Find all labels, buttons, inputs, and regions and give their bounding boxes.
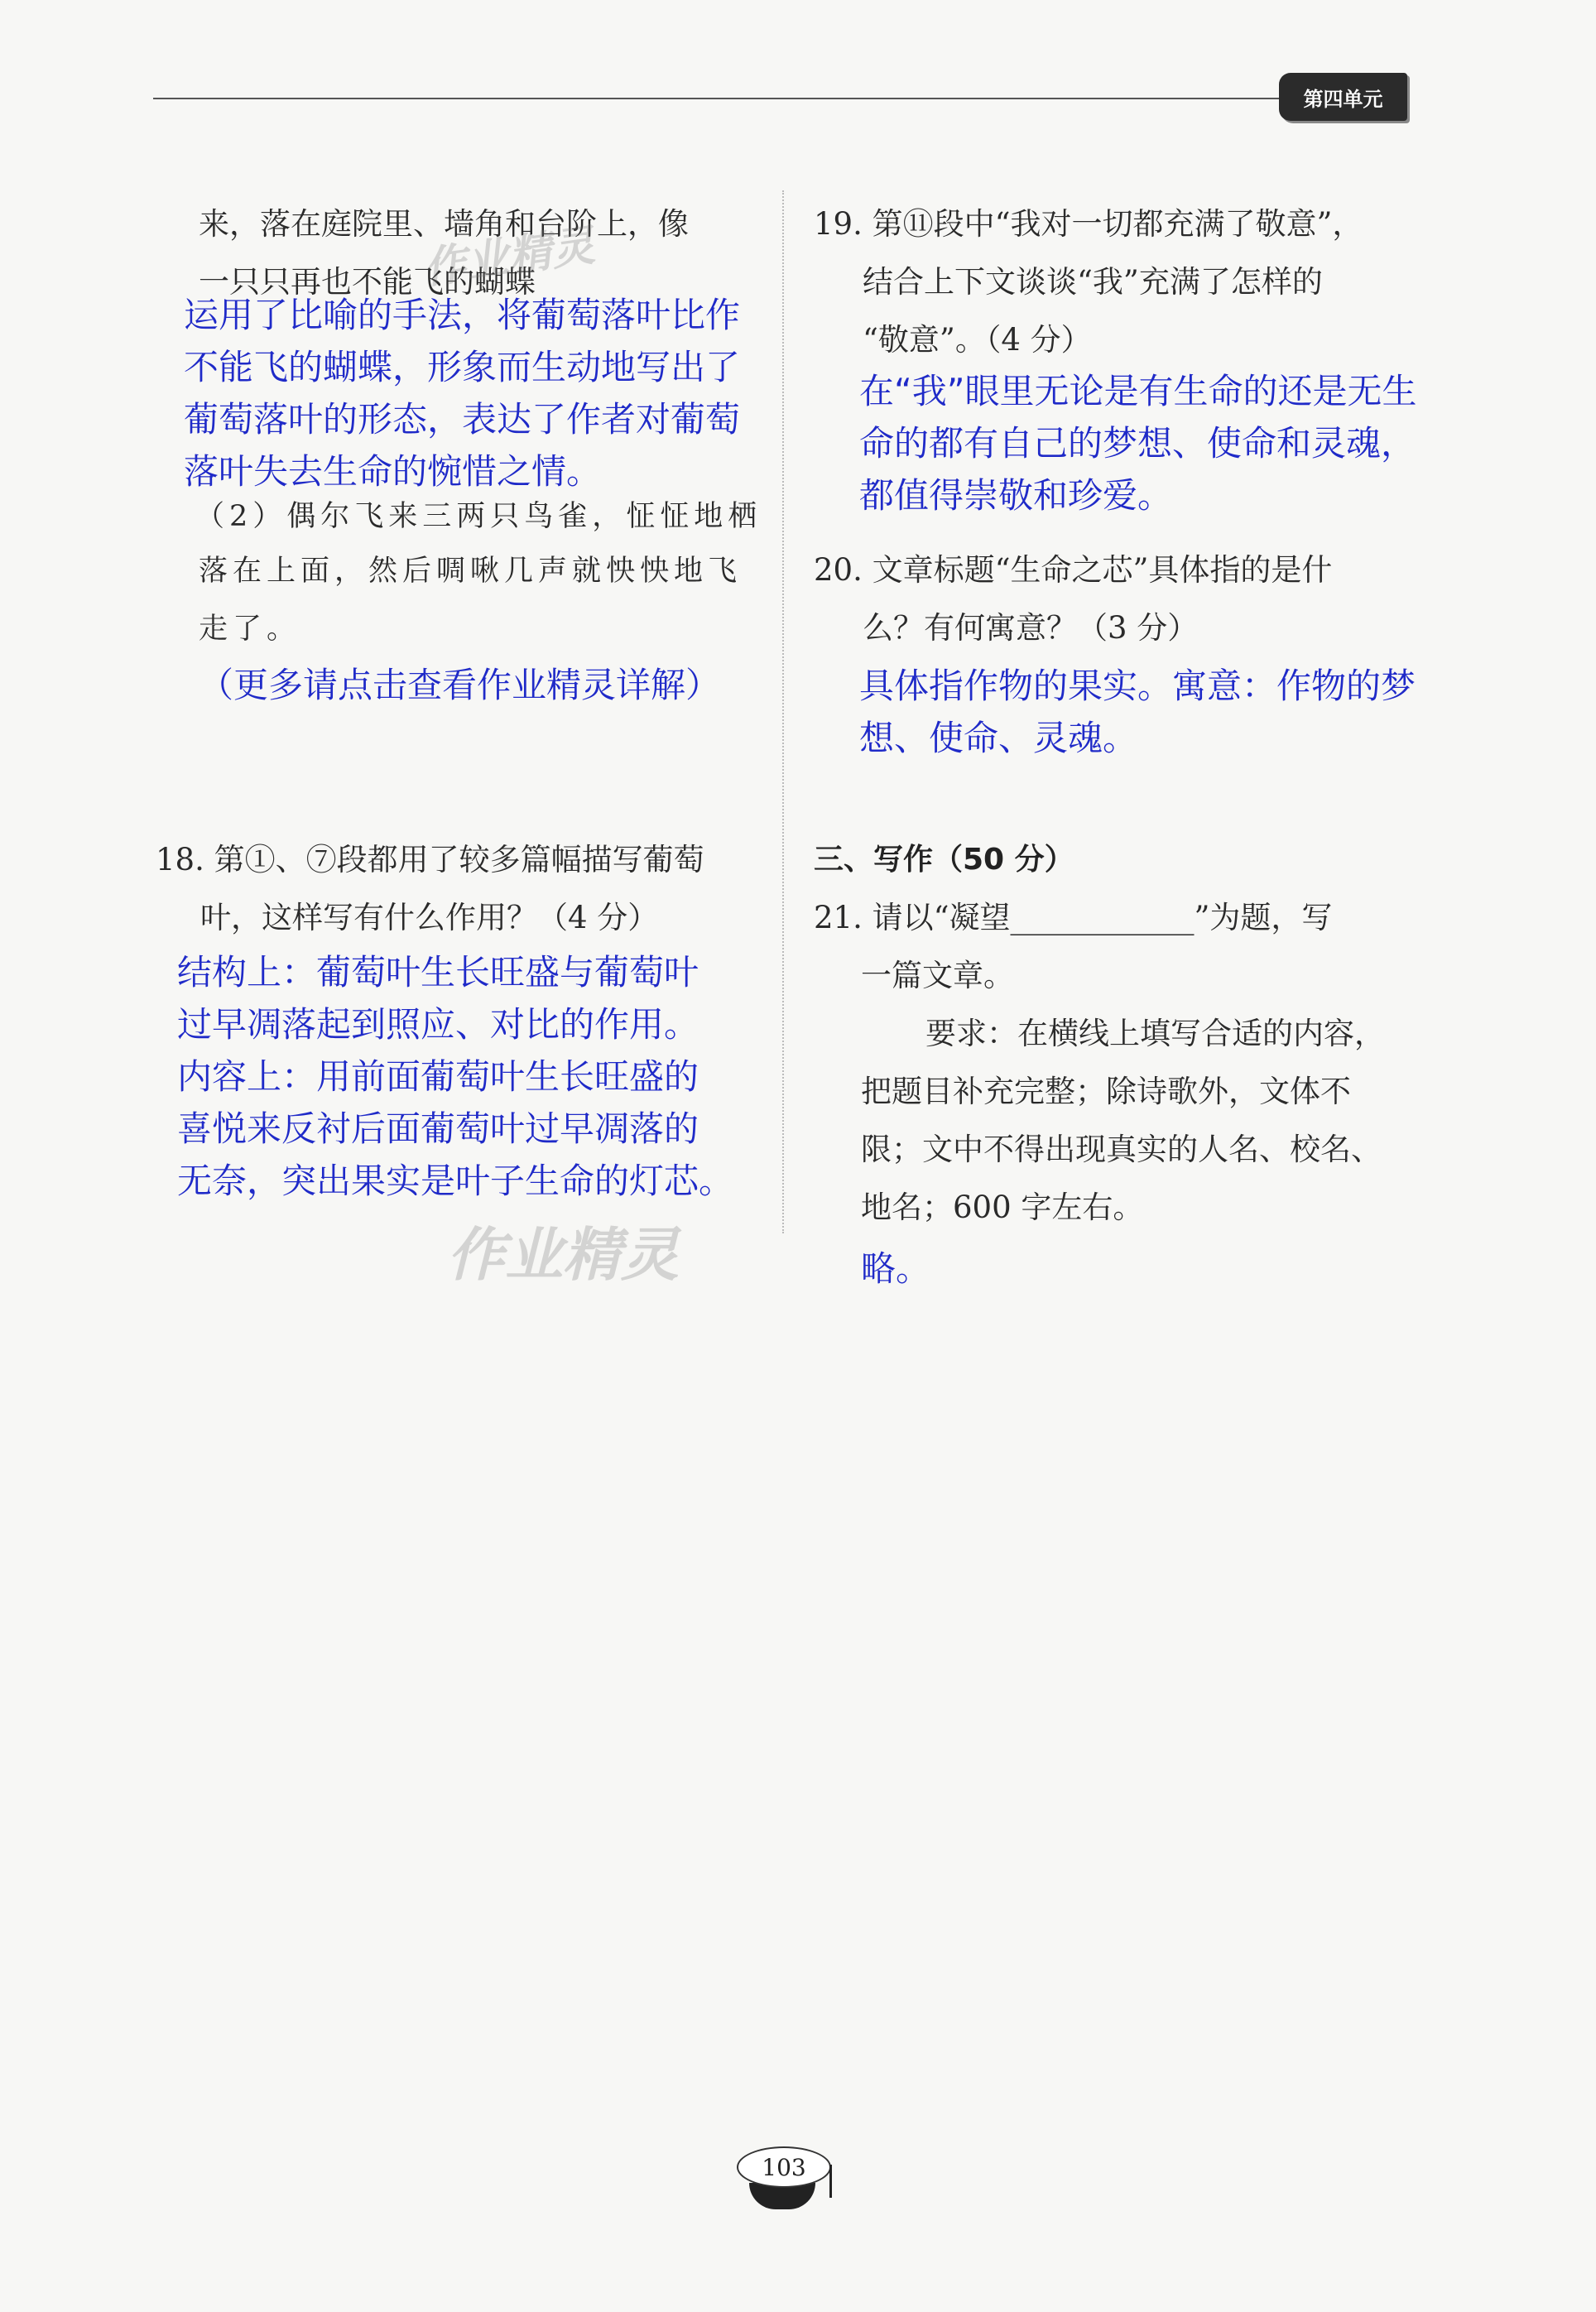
q18-answer-line3: 内容上：用前面葡萄叶生长旺盛的 xyxy=(177,1056,699,1097)
q21-requirement-line4: 地名；600 字左右。 xyxy=(861,1190,1144,1225)
page-number-badge xyxy=(728,2140,836,2214)
watermark-bottom: 作业精灵 xyxy=(447,1221,679,1289)
q18-answer-line1: 结构上：葡萄叶生长旺盛与葡萄叶 xyxy=(177,952,699,993)
q17-1-answer-line1: 运用了比喻的手法，将葡萄落叶比作 xyxy=(184,295,741,335)
q17-1-text-line1: 来，落在庭院里、墙角和台阶上，像 xyxy=(199,206,689,242)
header-rule xyxy=(153,98,1287,99)
q20-answer-line1: 具体指作物的果实。寓意：作物的梦 xyxy=(859,666,1416,706)
q17-2-text-line3: 走了。 xyxy=(199,613,301,646)
q19-text-line1: 19. 第⑪段中“我对一切都充满了敬意”， xyxy=(814,206,1363,242)
q21-requirement-line2: 把题目补充完整；除诗歌外，文体不 xyxy=(861,1074,1351,1109)
q19-answer-line1: 在“我”眼里无论是有生命的还是无生 xyxy=(859,371,1417,411)
q17-1-answer-line3: 葡萄落叶的形态，表达了作者对葡萄 xyxy=(184,399,741,440)
watermark-top: 作业精灵 xyxy=(420,220,598,295)
q17-1-text-line2: 一只只再也不能飞的蝴蝶 xyxy=(199,264,536,300)
q18-answer-line2: 过早凋落起到照应、对比的作用。 xyxy=(177,1004,699,1045)
q19-answer-line3: 都值得崇敬和珍爱。 xyxy=(859,475,1173,516)
section-heading: 三、写作（50 分） xyxy=(814,843,1074,877)
q17-2-text-line2: 落在上面，然后啁啾几声就怏怏地飞 xyxy=(199,555,743,588)
q19-text-line2: 结合上下文谈谈“我”充满了怎样的 xyxy=(863,264,1323,300)
q17-2-answer[interactable]: （更多请点击查看作业精灵详解） xyxy=(199,665,721,705)
q20-text-line1: 20. 文章标题“生命之芯”具体指的是什 xyxy=(814,552,1333,588)
q20-text-line2: 么？有何寓意？（3 分） xyxy=(863,610,1199,646)
q19-text-line3: “敬意”。（4 分） xyxy=(863,322,1092,358)
q21-answer: 略。 xyxy=(861,1248,931,1289)
q20-answer-line2: 想、使命、灵魂。 xyxy=(859,718,1138,758)
unit-tab: 第四单元 xyxy=(1279,73,1407,121)
q18-answer-line4: 喜悦来反衬后面葡萄叶过早凋落的 xyxy=(177,1108,699,1149)
q18-text-line2: 叶，这样写有什么作用？（4 分） xyxy=(200,900,659,935)
q21-requirement-line1: 要求：在横线上填写合适的内容， xyxy=(925,1016,1385,1051)
q19-answer-line2: 命的都有自己的梦想、使命和灵魂， xyxy=(859,423,1416,464)
q21-text-line2: 一篇文章。 xyxy=(861,958,1014,993)
q18-answer-line5: 无奈，突出果实是叶子生命的灯芯。 xyxy=(177,1161,734,1201)
q17-2-text-line1: （2）偶尔飞来三两只鸟雀，怔怔地栖 xyxy=(195,500,762,533)
q21-requirement-line3: 限；文中不得出现真实的人名、校名、 xyxy=(861,1132,1382,1167)
q17-1-answer-line2: 不能飞的蝴蝶，形象而生动地写出了 xyxy=(184,347,741,387)
column-divider xyxy=(782,190,784,1233)
q17-1-answer-line4: 落叶失去生命的惋惜之情。 xyxy=(184,451,602,492)
page-number: 103 xyxy=(737,2146,831,2188)
q21-text-line1: 21. 请以“凝望____________”为题，写 xyxy=(814,900,1333,935)
cap-tassel xyxy=(829,2165,832,2198)
q18-text-line1: 18. 第①、⑦段都用了较多篇幅描写葡萄 xyxy=(156,842,704,877)
